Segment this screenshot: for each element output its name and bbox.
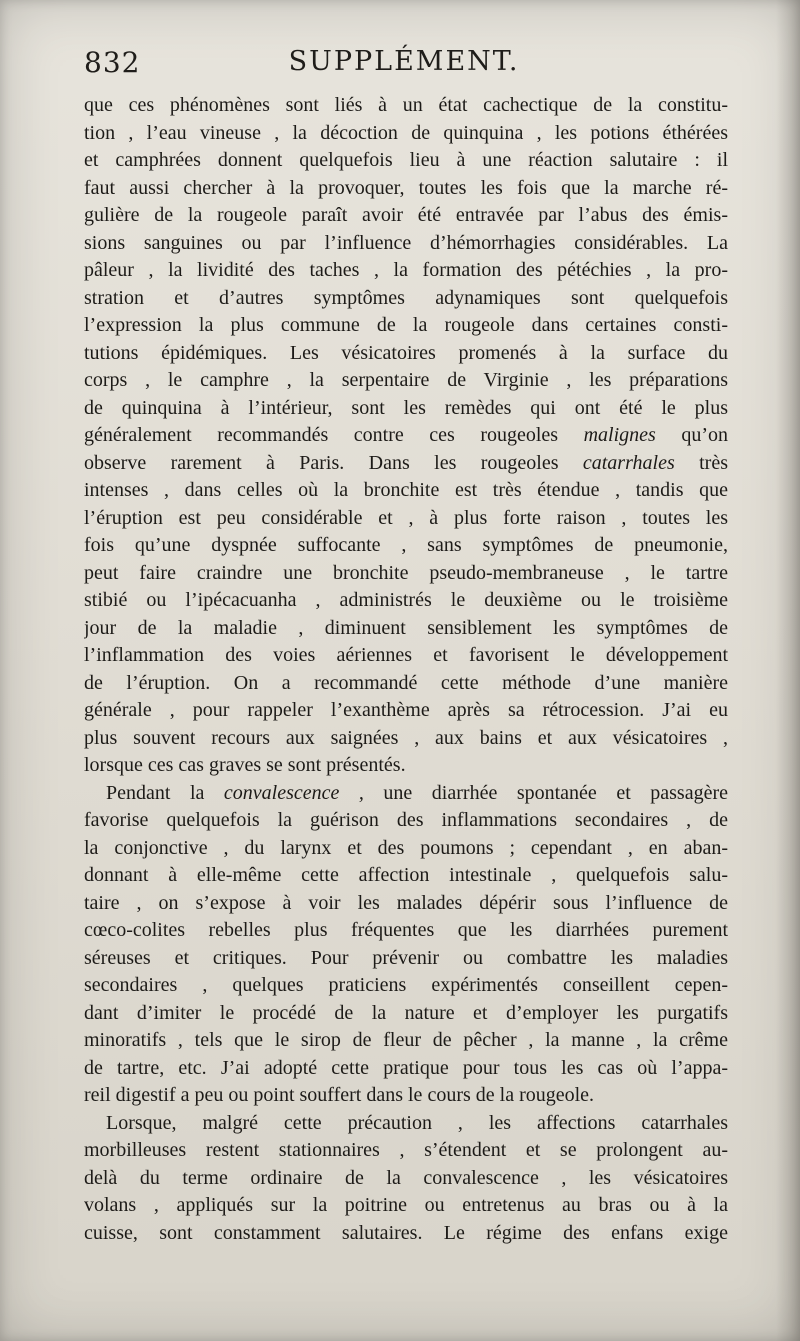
running-head: SUPPLÉMENT. bbox=[288, 46, 520, 77]
text-line: cuisse, sont constamment salutaires. Le régime des enfans exige bbox=[84, 1221, 728, 1244]
text-line: fois qu’une dyspnée suffocante , sans symptômes de pneumonie, bbox=[84, 534, 728, 556]
text-line: de quinquina à l’intérieur, sont les remèdes qui ont été le plus bbox=[84, 396, 728, 419]
page-number: 832 bbox=[84, 46, 141, 79]
line-text: très bbox=[674, 451, 728, 474]
text-line: tion , l’eau vineuse , la décoction de quinquina , les potions éthérées bbox=[84, 121, 728, 144]
text-line: que ces phénomènes sont liés à un état cachectique de la constitu- bbox=[84, 94, 728, 116]
line-text: une diarrhée spontanée et passagère bbox=[363, 781, 728, 804]
text-line: peut faire craindre une bronchite pseudo-membraneuse , le tartre bbox=[84, 561, 728, 584]
text-line: sions sanguines ou par l’influence d’hémorrhagies considérables. La bbox=[84, 231, 728, 254]
italic-term: convalescence , bbox=[223, 781, 364, 804]
text-line: Lorsque, malgré cette précaution , les affections catarrhales bbox=[106, 1111, 728, 1134]
text-line: la conjonctive , du larynx et des poumons ; cependant , en aban- bbox=[84, 836, 728, 859]
text-line: volans , appliqués sur la poitrine ou entretenus au bras ou à la bbox=[84, 1194, 728, 1216]
text-line: stration et d’autres symptômes adynamiques sont quelquefois bbox=[84, 286, 728, 309]
text-line: minoratifs , tels que le sirop de fleur de pêcher , la manne , la crême bbox=[84, 1029, 728, 1051]
text-line: cœco-colites rebelles plus fréquentes que les diarrhées purement bbox=[84, 919, 728, 941]
text-line: plus souvent recours aux saignées , aux bains et aux vésicatoires , bbox=[84, 726, 728, 749]
text-line: générale , pour rappeler l’exanthème après sa rétrocession. J’ai eu bbox=[84, 699, 728, 721]
text-line: séreuses et critiques. Pour prévenir ou combattre les maladies bbox=[84, 946, 728, 969]
text-line: de l’éruption. On a recommandé cette méthode d’une manière bbox=[84, 671, 728, 694]
text-line bbox=[84, 422, 728, 450]
italic-term: malignes bbox=[583, 424, 656, 446]
line-text: observe rarement à Paris. Dans les rougeoles bbox=[84, 451, 583, 474]
body-text bbox=[84, 92, 728, 1247]
text-line: lorsque ces cas graves se sont présentés. bbox=[84, 754, 406, 776]
text-line: intenses , dans celles où la bronchite est très étendue , tandis que bbox=[84, 479, 728, 501]
text-line: gulière de la rougeole paraît avoir été entravée par l’abus des émis- bbox=[84, 204, 728, 226]
line-text: Pendant la bbox=[106, 781, 224, 804]
text-line bbox=[84, 780, 728, 808]
text-line: taire , on s’expose à voir les malades dépérir sous l’influence de bbox=[84, 891, 728, 914]
text-line bbox=[84, 450, 728, 478]
text-line: reil digestif a peu ou point souffert dans le cours de la rougeole. bbox=[84, 1084, 595, 1106]
text-line: morbilleuses restent stationnaires , s’étendent et se prolongent au- bbox=[84, 1139, 728, 1161]
text-line: jour de la maladie , diminuent sensiblement les symptômes de bbox=[84, 616, 728, 639]
text-line: corps , le camphre , la serpentaire de Virginie , les préparations bbox=[84, 369, 728, 391]
text-line: delà du terme ordinaire de la convalescence , les vésicatoires bbox=[84, 1166, 728, 1189]
text-line: de tartre, etc. J’ai adopté cette pratique pour tous les cas où l’appa- bbox=[84, 1056, 728, 1079]
text-line: l’expression la plus commune de la rougeole dans certaines consti- bbox=[84, 314, 728, 336]
line-text: qu’on bbox=[655, 424, 728, 446]
italic-term: catarrhales bbox=[582, 451, 675, 474]
text-line: favorise quelquefois la guérison des inflammations secondaires , de bbox=[84, 809, 728, 831]
text-line: et camphrées donnent quelquefois lieu à une réaction salutaire : il bbox=[84, 149, 728, 171]
text-line: pâleur , la lividité des taches , la formation des pétéchies , la pro- bbox=[84, 259, 728, 281]
page-header bbox=[84, 46, 724, 86]
text-line: l’éruption est peu considérable et , à plus forte raison , toutes les bbox=[84, 506, 728, 529]
text-line: stibié ou l’ipécacuanha , administrés le deuxième ou le troisième bbox=[84, 589, 728, 611]
line-text: généralement recommandés contre ces rougeoles bbox=[84, 424, 584, 446]
text-line: tutions épidémiques. Les vésicatoires promenés à la surface du bbox=[84, 341, 728, 364]
text-line: dant d’imiter le procédé de la nature et d’employer les purgatifs bbox=[84, 1001, 728, 1024]
text-line: secondaires , quelques praticiens expérimentés conseillent cepen- bbox=[84, 974, 728, 996]
text-line: faut aussi chercher à la provoquer, toutes les fois que la marche ré- bbox=[84, 176, 728, 199]
text-line: donnant à elle-même cette affection intestinale , quelquefois salu- bbox=[84, 864, 728, 886]
text-line: l’inflammation des voies aériennes et favorisent le développement bbox=[84, 644, 728, 666]
